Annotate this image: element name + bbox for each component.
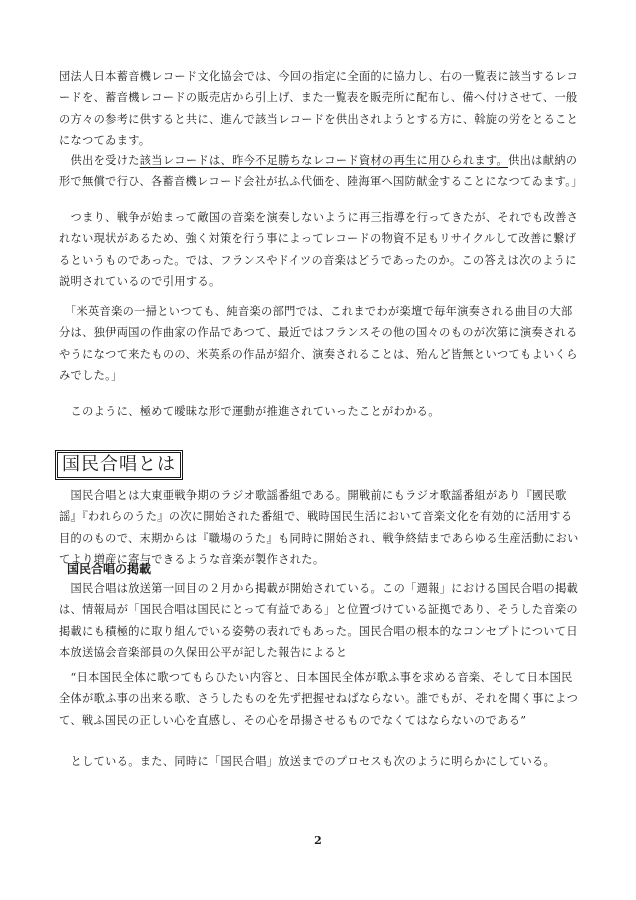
paragraph-record-donation-intro: 供出を受けた — [59, 154, 140, 167]
underlined-record-reuse-text: 該当レコードは、昨今不足勝ちなレコード資材の再生に用ひられます。 — [139, 154, 509, 167]
paragraph-kokumin-gassho-definition: 国民合唱とは大東亜戦争期のラジオ歌謡番組である。開戦前にもラジオ歌謡番組があり『國民歌謡』『われらのうた』の次に開始された番組で、戦時国民生活において音楽文化を有効的に活用する目的のもので、末期からは『職場のうた』も同時に開始され、戦争終結まであらゆる生産活動においてより増産に寄与できるような音楽が製作された。 — [59, 489, 579, 566]
paragraph-broadcast-process: としている。また、同時に「国民合唱」放送までのプロセスも次のように明らかにしている。 — [59, 755, 556, 768]
subheading-publication: 国民合唱の掲載 — [67, 562, 152, 576]
paragraph-ambiguous-movement: このように、極めて曖昧な形で運動が推進されていったことがわかる。 — [59, 405, 440, 418]
paragraph-shuho-publication: 国民合唱は放送第一回目の２月から掲載が開始されている。この「週報」における国民合唱の掲載は、情報局が「国民合唱は国民にとって有益である」と位置づけている証拠であり、そうした音楽の掲載にも積極的に取り組んでいる姿勢の表れでもあった。国民合唱の根本的なコンセプトについて日本放送協会音楽部員の久保田公平が記した報告によると — [59, 582, 579, 659]
paragraph-kubota-quote: “日本国民全体に歌つてもらひたい内容と、日本国民全体が歌ふ事を求める音楽、そして日本国民全体が歌ふ事の出来る歌、さうしたものを先ず把握せねばならない。誰でもが、それを聞く事によつて、戦ふ国民の正しい心を直感し、その心を昂揚させるものでなくてはならないのである” — [59, 671, 579, 727]
page-number: 2 — [314, 834, 322, 847]
paragraph-quote-classical-music: 「米英音楽の一掃といつても、純音楽の部門では、これまでわが楽壇で毎年演奏される曲目の大部分は、独伊両国の作曲家の作品であつて、最近ではフランスその他の国々のものが次第に演奏されるやうになつて来たものの、米英系の作品が紹介、演奏されることは、殆んど皆無といつてもよいくらみでした。」 — [59, 305, 578, 382]
paragraph-record-donation-rest: 供出は献納の形で無償で行ひ、各蓄音機レコード会社が払ふ代価を、陸海軍へ国防献金することになつてゐます。」 — [59, 154, 583, 189]
paragraph-countermeasures: つまり、戦争が始まって敵国の音楽を演奏しないように再三指導を行ってきたが、それでも改善されない現状があるため、強く対策を行う事によってレコードの物資不足もリサイクルして改善に繋げるというものであった。では、フランスやドイツの音楽はどうであったのか。この答えは次のように説明されているので引用する。 — [59, 211, 579, 288]
paragraph-record-association: 団法人日本蓄音機レコード文化協会では、今回の指定に全面的に協力し、右の一覧表に該当するレコードを、蓄音機レコードの販売店から引上げ、また一覧表を販売所に配布し、備へ付けさせて、一般の方々の参考に供すると共に、進んで該当レコードを供出されようとする方に、斡旋の労をとることになつてゐます。 — [59, 70, 579, 147]
section-heading-kokumin-gassho: 国民合唱とは — [57, 452, 181, 478]
paragraph-record-donation — [59, 150, 583, 193]
